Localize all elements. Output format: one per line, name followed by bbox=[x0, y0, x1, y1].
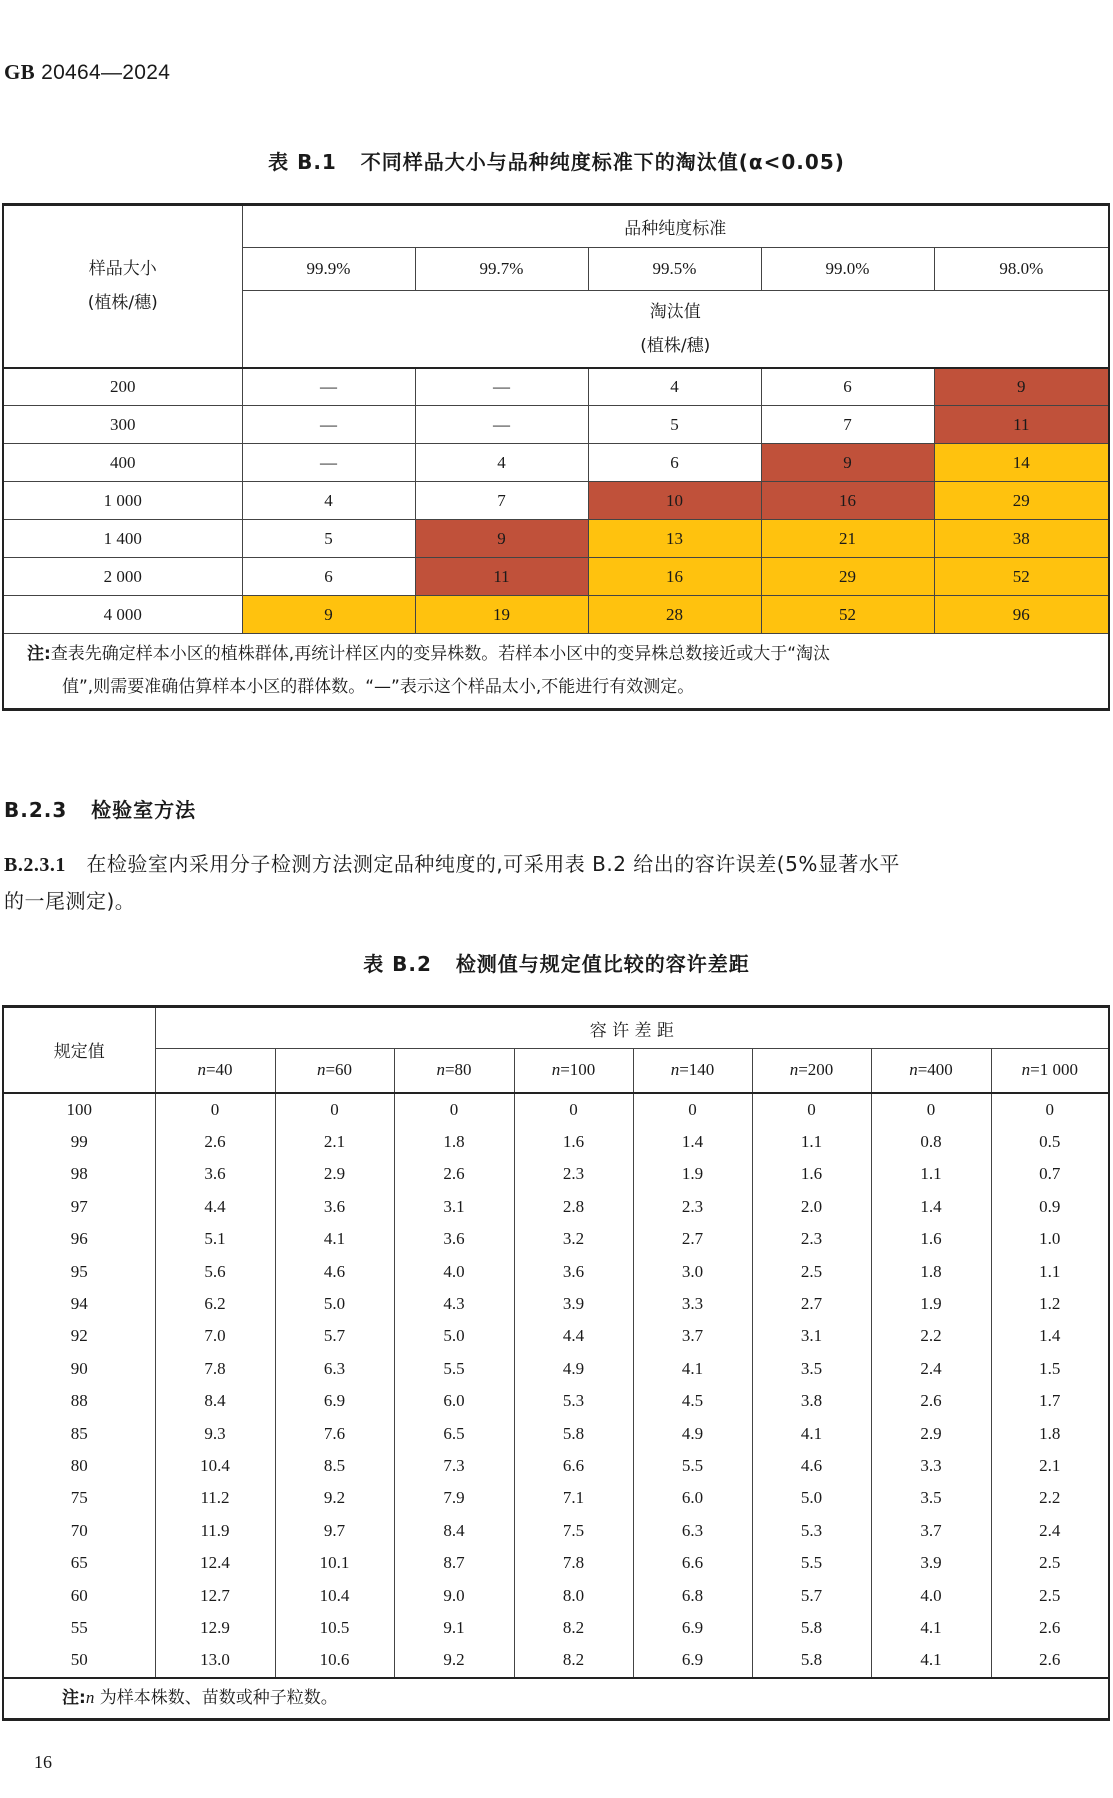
tolerance-value-cell: 3.5 bbox=[871, 1482, 991, 1514]
reject-header-line1: 淘汰值 bbox=[649, 301, 701, 322]
tolerance-header: 容 许 差 距 bbox=[155, 1007, 1109, 1049]
reject-value-cell: 6 bbox=[761, 368, 934, 406]
tolerance-value-cell: 1.4 bbox=[871, 1191, 991, 1223]
tolerance-value-cell: 3.6 bbox=[394, 1223, 514, 1255]
spec-value-cell: 90 bbox=[3, 1353, 155, 1385]
tolerance-value-cell: 12.7 bbox=[155, 1579, 275, 1611]
purity-level: 99.5% bbox=[588, 248, 761, 291]
sample-size-header bbox=[752, 1049, 871, 1093]
tolerance-value-cell: 0 bbox=[275, 1093, 394, 1126]
tolerance-value-cell: 4.1 bbox=[752, 1417, 871, 1449]
note-text: 为样本株数、苗数或种子粒数。 bbox=[94, 1688, 338, 1709]
tolerance-value-cell: 0 bbox=[394, 1093, 514, 1126]
reject-value-cell: 11 bbox=[415, 558, 588, 596]
table-b2-caption bbox=[0, 948, 1113, 977]
reject-value-cell: 28 bbox=[588, 596, 761, 634]
doc-prefix: GB bbox=[4, 60, 35, 84]
reject-value-cell: 6 bbox=[588, 444, 761, 482]
reject-value-cell: 6 bbox=[242, 558, 415, 596]
doc-number: 20464—2024 bbox=[41, 61, 171, 84]
tolerance-value-cell: 3.6 bbox=[155, 1158, 275, 1190]
caption-text: 不同样品大小与品种纯度标准下的淘汰值(α<0.05) bbox=[360, 150, 845, 174]
table-row bbox=[3, 1093, 1109, 1126]
tolerance-value-cell: 3.6 bbox=[275, 1191, 394, 1223]
table-row bbox=[3, 1385, 1109, 1417]
spec-value-cell: 94 bbox=[3, 1288, 155, 1320]
reject-value-cell: 29 bbox=[761, 558, 934, 596]
tolerance-value-cell: 10.4 bbox=[275, 1579, 394, 1611]
tolerance-value-cell: 7.5 bbox=[514, 1515, 633, 1547]
spec-value-cell: 97 bbox=[3, 1191, 155, 1223]
row-header-line2: (植株/穗) bbox=[87, 293, 158, 314]
tolerance-value-cell: 5.0 bbox=[752, 1482, 871, 1514]
spec-value-cell: 65 bbox=[3, 1547, 155, 1579]
tolerance-value-cell: 3.1 bbox=[752, 1320, 871, 1352]
tolerance-value-cell: 1.6 bbox=[514, 1126, 633, 1158]
sample-size-header bbox=[275, 1049, 394, 1093]
reject-value-cell: — bbox=[415, 368, 588, 406]
tolerance-value-cell: 4.0 bbox=[871, 1579, 991, 1611]
tolerance-value-cell: 8.4 bbox=[155, 1385, 275, 1417]
n-value: =200 bbox=[798, 1060, 834, 1080]
tolerance-value-cell: 2.1 bbox=[991, 1450, 1109, 1482]
page-number: 16 bbox=[34, 1752, 52, 1772]
tolerance-value-cell: 2.6 bbox=[991, 1644, 1109, 1677]
reject-value-cell: 11 bbox=[934, 406, 1109, 444]
spec-value-cell: 55 bbox=[3, 1612, 155, 1644]
tolerance-value-cell: 2.4 bbox=[871, 1353, 991, 1385]
tolerance-value-cell: 10.4 bbox=[155, 1450, 275, 1482]
reject-value-cell: 19 bbox=[415, 596, 588, 634]
reject-value-cell: 4 bbox=[415, 444, 588, 482]
tolerance-value-cell: 8.5 bbox=[275, 1450, 394, 1482]
tolerance-value-cell: 8.0 bbox=[514, 1579, 633, 1611]
tolerance-value-cell: 2.5 bbox=[752, 1255, 871, 1287]
purity-level: 99.9% bbox=[242, 248, 415, 291]
tolerance-value-cell: 4.9 bbox=[514, 1353, 633, 1385]
reject-value-cell: 10 bbox=[588, 482, 761, 520]
table-row bbox=[3, 1320, 1109, 1352]
tolerance-value-cell: 2.0 bbox=[752, 1191, 871, 1223]
tolerance-value-cell: 2.6 bbox=[871, 1385, 991, 1417]
reject-value-cell: 38 bbox=[934, 520, 1109, 558]
tolerance-value-cell: 4.3 bbox=[394, 1288, 514, 1320]
tolerance-value-cell: 6.2 bbox=[155, 1288, 275, 1320]
n-symbol: n bbox=[436, 1060, 445, 1080]
tolerance-value-cell: 13.0 bbox=[155, 1644, 275, 1677]
tolerance-value-cell: 2.7 bbox=[633, 1223, 752, 1255]
n-symbol: n bbox=[316, 1060, 326, 1080]
spec-value-cell: 75 bbox=[3, 1482, 155, 1514]
tolerance-value-cell: 1.1 bbox=[752, 1126, 871, 1158]
tolerance-value-cell: 0 bbox=[871, 1093, 991, 1126]
n-value: =80 bbox=[444, 1060, 472, 1080]
tolerance-value-cell: 7.3 bbox=[394, 1450, 514, 1482]
tolerance-value-cell: 2.8 bbox=[514, 1191, 633, 1223]
n-symbol: n bbox=[1021, 1060, 1031, 1080]
tolerance-value-cell: 9.3 bbox=[155, 1417, 275, 1449]
tolerance-value-cell: 9.2 bbox=[394, 1644, 514, 1677]
spec-value-cell: 50 bbox=[3, 1644, 155, 1677]
caption-label: 表 B.1 bbox=[268, 150, 337, 174]
tolerance-value-cell: 7.8 bbox=[514, 1547, 633, 1579]
tolerance-value-cell: 2.5 bbox=[991, 1579, 1109, 1611]
reject-value-cell: 5 bbox=[242, 520, 415, 558]
tolerance-value-cell: 2.6 bbox=[991, 1612, 1109, 1644]
spec-value-cell: 85 bbox=[3, 1417, 155, 1449]
tolerance-value-cell: 1.8 bbox=[394, 1126, 514, 1158]
purity-header: 品种纯度标准 bbox=[242, 205, 1109, 248]
tolerance-value-cell: 5.3 bbox=[514, 1385, 633, 1417]
tolerance-value-cell: 1.8 bbox=[991, 1417, 1109, 1449]
tolerance-value-cell: 5.8 bbox=[752, 1644, 871, 1677]
para-number: B.2.3.1 bbox=[4, 854, 66, 876]
table-row bbox=[3, 558, 1109, 596]
sample-size-cell: 1 000 bbox=[3, 482, 242, 520]
tolerance-value-cell: 2.9 bbox=[275, 1158, 394, 1190]
tolerance-value-cell: 1.5 bbox=[991, 1353, 1109, 1385]
tolerance-value-cell: 4.6 bbox=[275, 1255, 394, 1287]
tolerance-value-cell: 3.3 bbox=[633, 1288, 752, 1320]
reject-value-cell: 9 bbox=[415, 520, 588, 558]
tolerance-value-cell: 0 bbox=[752, 1093, 871, 1126]
tolerance-value-cell: 6.9 bbox=[275, 1385, 394, 1417]
tolerance-value-cell: 0 bbox=[155, 1093, 275, 1126]
tolerance-value-cell: 6.5 bbox=[394, 1417, 514, 1449]
tolerance-value-cell: 4.5 bbox=[633, 1385, 752, 1417]
reject-value-cell: 7 bbox=[761, 406, 934, 444]
sample-size-row bbox=[3, 1049, 1109, 1093]
table-row bbox=[3, 1644, 1109, 1677]
tolerance-value-cell: 12.9 bbox=[155, 1612, 275, 1644]
reject-value-cell: — bbox=[415, 406, 588, 444]
tolerance-value-cell: 3.6 bbox=[514, 1255, 633, 1287]
tolerance-value-cell: 5.1 bbox=[155, 1223, 275, 1255]
reject-header-line2: (植株/穗) bbox=[640, 335, 711, 356]
tolerance-value-cell: 0 bbox=[991, 1093, 1109, 1126]
n-value: =100 bbox=[560, 1060, 596, 1080]
tolerance-value-cell: 5.5 bbox=[752, 1547, 871, 1579]
reject-value-cell: 4 bbox=[588, 368, 761, 406]
tolerance-value-cell: 1.6 bbox=[871, 1223, 991, 1255]
tolerance-value-cell: 5.7 bbox=[275, 1320, 394, 1352]
spec-value-cell: 100 bbox=[3, 1093, 155, 1126]
reject-value-cell: — bbox=[242, 406, 415, 444]
para-line1: 在检验室内采用分子检测方法测定品种纯度的,可采用表 B.2 给出的容许误差(5%显著水平 bbox=[86, 852, 900, 876]
tolerance-value-cell: 11.9 bbox=[155, 1515, 275, 1547]
tolerance-value-cell: 1.8 bbox=[871, 1255, 991, 1287]
table-row bbox=[3, 1612, 1109, 1644]
n-symbol: n bbox=[551, 1060, 561, 1080]
n-value: =40 bbox=[205, 1060, 233, 1080]
tolerance-value-cell: 1.6 bbox=[752, 1158, 871, 1190]
tolerance-value-cell: 6.3 bbox=[275, 1353, 394, 1385]
tolerance-value-cell: 3.7 bbox=[871, 1515, 991, 1547]
reject-value-cell: 16 bbox=[588, 558, 761, 596]
sample-size-header bbox=[394, 1049, 514, 1093]
note-label: 注: bbox=[62, 1688, 86, 1709]
reject-value-cell: 13 bbox=[588, 520, 761, 558]
reject-value-cell: 29 bbox=[934, 482, 1109, 520]
tolerance-value-cell: 2.6 bbox=[155, 1126, 275, 1158]
tolerance-value-cell: 5.3 bbox=[752, 1515, 871, 1547]
reject-value-cell: 5 bbox=[588, 406, 761, 444]
tolerance-value-cell: 2.2 bbox=[871, 1320, 991, 1352]
purity-level: 99.0% bbox=[761, 248, 934, 291]
tolerance-value-cell: 3.2 bbox=[514, 1223, 633, 1255]
tolerance-value-cell: 5.8 bbox=[514, 1417, 633, 1449]
reject-value-cell: — bbox=[242, 368, 415, 406]
spec-value-cell: 70 bbox=[3, 1515, 155, 1547]
tolerance-value-cell: 1.1 bbox=[991, 1255, 1109, 1287]
table-row bbox=[3, 1579, 1109, 1611]
n-symbol: n bbox=[909, 1060, 918, 1080]
tolerance-value-cell: 8.7 bbox=[394, 1547, 514, 1579]
row-header-spec: 规定值 bbox=[3, 1007, 155, 1093]
tolerance-value-cell: 3.1 bbox=[394, 1191, 514, 1223]
table-row bbox=[3, 1450, 1109, 1482]
table-row bbox=[3, 1158, 1109, 1190]
tolerance-value-cell: 6.8 bbox=[633, 1579, 752, 1611]
reject-value-cell: 52 bbox=[761, 596, 934, 634]
sample-size-cell: 200 bbox=[3, 368, 242, 406]
tolerance-value-cell: 5.5 bbox=[394, 1353, 514, 1385]
tolerance-value-cell: 8.2 bbox=[514, 1644, 633, 1677]
tolerance-value-cell: 2.7 bbox=[752, 1288, 871, 1320]
tolerance-value-cell: 9.0 bbox=[394, 1579, 514, 1611]
tolerance-value-cell: 2.3 bbox=[752, 1223, 871, 1255]
tolerance-value-cell: 2.3 bbox=[633, 1191, 752, 1223]
table-row bbox=[3, 596, 1109, 634]
table-b1 bbox=[2, 203, 1110, 711]
tolerance-value-cell: 0.5 bbox=[991, 1126, 1109, 1158]
tolerance-value-cell: 2.6 bbox=[394, 1158, 514, 1190]
reject-value-cell: 4 bbox=[242, 482, 415, 520]
reject-value-cell: 16 bbox=[761, 482, 934, 520]
tolerance-value-cell: 6.6 bbox=[514, 1450, 633, 1482]
tolerance-value-cell: 0.8 bbox=[871, 1126, 991, 1158]
tolerance-value-cell: 4.1 bbox=[633, 1353, 752, 1385]
tolerance-value-cell: 1.7 bbox=[991, 1385, 1109, 1417]
tolerance-value-cell: 1.4 bbox=[991, 1320, 1109, 1352]
tolerance-value-cell: 2.9 bbox=[871, 1417, 991, 1449]
purity-level: 98.0% bbox=[934, 248, 1109, 291]
tolerance-value-cell: 6.6 bbox=[633, 1547, 752, 1579]
sample-size-header bbox=[155, 1049, 275, 1093]
table-row bbox=[3, 1482, 1109, 1514]
n-value: =60 bbox=[325, 1060, 353, 1080]
tolerance-value-cell: 10.6 bbox=[275, 1644, 394, 1677]
spec-value-cell: 92 bbox=[3, 1320, 155, 1352]
note-label: 注: bbox=[27, 644, 51, 664]
sample-size-cell: 1 400 bbox=[3, 520, 242, 558]
sample-size-cell: 400 bbox=[3, 444, 242, 482]
tolerance-value-cell: 8.4 bbox=[394, 1515, 514, 1547]
tolerance-value-cell: 5.5 bbox=[633, 1450, 752, 1482]
table-row bbox=[3, 1417, 1109, 1449]
tolerance-value-cell: 9.2 bbox=[275, 1482, 394, 1514]
table-row bbox=[3, 1191, 1109, 1223]
row-header-line1: 样品大小 bbox=[88, 259, 157, 280]
caption-text: 检测值与规定值比较的容许差距 bbox=[455, 952, 750, 976]
tolerance-value-cell: 3.3 bbox=[871, 1450, 991, 1482]
table-b1-caption bbox=[0, 146, 1113, 175]
tolerance-value-cell: 10.1 bbox=[275, 1547, 394, 1579]
tolerance-value-cell: 4.1 bbox=[275, 1223, 394, 1255]
reject-value-cell: 14 bbox=[934, 444, 1109, 482]
n-value: =400 bbox=[917, 1060, 953, 1080]
row-header-sample-size bbox=[3, 205, 242, 368]
spec-value-cell: 60 bbox=[3, 1579, 155, 1611]
reject-value-cell: 9 bbox=[934, 368, 1109, 406]
tolerance-value-cell: 9.1 bbox=[394, 1612, 514, 1644]
section-heading bbox=[4, 794, 196, 823]
table-row bbox=[3, 520, 1109, 558]
tolerance-value-cell: 0.7 bbox=[991, 1158, 1109, 1190]
spec-value-cell: 98 bbox=[3, 1158, 155, 1190]
sample-size-header bbox=[514, 1049, 633, 1093]
tolerance-value-cell: 2.3 bbox=[514, 1158, 633, 1190]
table-row bbox=[3, 406, 1109, 444]
tolerance-value-cell: 3.8 bbox=[752, 1385, 871, 1417]
tolerance-value-cell: 6.9 bbox=[633, 1644, 752, 1677]
spec-value-cell: 99 bbox=[3, 1126, 155, 1158]
tolerance-value-cell: 1.9 bbox=[633, 1158, 752, 1190]
tolerance-value-cell: 3.5 bbox=[752, 1353, 871, 1385]
tolerance-value-cell: 7.6 bbox=[275, 1417, 394, 1449]
caption-label: 表 B.2 bbox=[363, 952, 432, 976]
tolerance-value-cell: 1.0 bbox=[991, 1223, 1109, 1255]
reject-value-cell: 7 bbox=[415, 482, 588, 520]
table-row bbox=[3, 1353, 1109, 1385]
tolerance-value-cell: 5.0 bbox=[394, 1320, 514, 1352]
tolerance-value-cell: 2.2 bbox=[991, 1482, 1109, 1514]
tolerance-value-cell: 4.4 bbox=[155, 1191, 275, 1223]
tolerance-value-cell: 2.1 bbox=[275, 1126, 394, 1158]
reject-value-cell: 96 bbox=[934, 596, 1109, 634]
tolerance-value-cell: 12.4 bbox=[155, 1547, 275, 1579]
tolerance-value-cell: 7.0 bbox=[155, 1320, 275, 1352]
reject-value-cell: 52 bbox=[934, 558, 1109, 596]
tolerance-value-cell: 2.5 bbox=[991, 1547, 1109, 1579]
tolerance-value-cell: 10.5 bbox=[275, 1612, 394, 1644]
spec-value-cell: 95 bbox=[3, 1255, 155, 1287]
table-row bbox=[3, 1288, 1109, 1320]
tolerance-value-cell: 0.9 bbox=[991, 1191, 1109, 1223]
para-line2: 的一尾测定)。 bbox=[4, 889, 136, 913]
section-title: 检验室方法 bbox=[91, 798, 197, 822]
tolerance-value-cell: 5.6 bbox=[155, 1255, 275, 1287]
tolerance-value-cell: 2.4 bbox=[991, 1515, 1109, 1547]
table-row bbox=[3, 1547, 1109, 1579]
tolerance-value-cell: 6.3 bbox=[633, 1515, 752, 1547]
purity-level: 99.7% bbox=[415, 248, 588, 291]
tolerance-value-cell: 4.9 bbox=[633, 1417, 752, 1449]
tolerance-value-cell: 4.0 bbox=[394, 1255, 514, 1287]
table-b2-note bbox=[3, 1678, 1109, 1720]
table-row bbox=[3, 444, 1109, 482]
tolerance-value-cell: 8.2 bbox=[514, 1612, 633, 1644]
sample-size-cell: 300 bbox=[3, 406, 242, 444]
sample-size-cell: 2 000 bbox=[3, 558, 242, 596]
tolerance-value-cell: 4.4 bbox=[514, 1320, 633, 1352]
table-row bbox=[3, 1515, 1109, 1547]
tolerance-value-cell: 4.6 bbox=[752, 1450, 871, 1482]
reject-value-cell: 21 bbox=[761, 520, 934, 558]
tolerance-value-cell: 5.0 bbox=[275, 1288, 394, 1320]
n-symbol: n bbox=[670, 1060, 680, 1080]
note-n: n bbox=[85, 1688, 95, 1708]
tolerance-value-cell: 1.1 bbox=[871, 1158, 991, 1190]
sample-size-header bbox=[991, 1049, 1109, 1093]
spec-value-cell: 96 bbox=[3, 1223, 155, 1255]
table-b2 bbox=[2, 1005, 1110, 1721]
tolerance-value-cell: 7.9 bbox=[394, 1482, 514, 1514]
tolerance-value-cell: 1.2 bbox=[991, 1288, 1109, 1320]
tolerance-value-cell: 0 bbox=[514, 1093, 633, 1126]
section-number: B.2.3 bbox=[4, 798, 68, 822]
n-symbol: n bbox=[789, 1060, 799, 1080]
table-row bbox=[3, 368, 1109, 406]
tolerance-value-cell: 7.8 bbox=[155, 1353, 275, 1385]
n-value: =1 000 bbox=[1030, 1060, 1078, 1080]
table-row bbox=[3, 482, 1109, 520]
tolerance-value-cell: 3.7 bbox=[633, 1320, 752, 1352]
sample-size-header bbox=[633, 1049, 752, 1093]
note-line2: 值”,则需要准确估算样本小区的群体数。“—”表示这个样品太小,不能进行有效测定。 bbox=[62, 677, 695, 697]
sample-size-cell: 4 000 bbox=[3, 596, 242, 634]
note-line1: 查表先确定样本小区的植株群体,再统计样区内的变异株数。若样本小区中的变异株总数接近或大于“淘汰 bbox=[50, 644, 831, 664]
tolerance-value-cell: 6.9 bbox=[633, 1612, 752, 1644]
tolerance-value-cell: 7.1 bbox=[514, 1482, 633, 1514]
reject-header bbox=[242, 291, 1109, 368]
table-b1-note bbox=[3, 634, 1109, 710]
document-id bbox=[4, 60, 170, 85]
tolerance-value-cell: 5.8 bbox=[752, 1612, 871, 1644]
n-value: =140 bbox=[679, 1060, 715, 1080]
tolerance-value-cell: 3.9 bbox=[514, 1288, 633, 1320]
n-symbol: n bbox=[197, 1060, 206, 1080]
tolerance-value-cell: 1.9 bbox=[871, 1288, 991, 1320]
reject-value-cell: 9 bbox=[761, 444, 934, 482]
reject-value-cell: 9 bbox=[242, 596, 415, 634]
tolerance-value-cell: 6.0 bbox=[394, 1385, 514, 1417]
spec-value-cell: 88 bbox=[3, 1385, 155, 1417]
section-paragraph bbox=[4, 846, 1110, 919]
tolerance-value-cell: 11.2 bbox=[155, 1482, 275, 1514]
tolerance-value-cell: 4.1 bbox=[871, 1612, 991, 1644]
tolerance-value-cell: 6.0 bbox=[633, 1482, 752, 1514]
tolerance-value-cell: 3.9 bbox=[871, 1547, 991, 1579]
sample-size-header bbox=[871, 1049, 991, 1093]
tolerance-value-cell: 1.4 bbox=[633, 1126, 752, 1158]
tolerance-value-cell: 0 bbox=[633, 1093, 752, 1126]
table-row bbox=[3, 1255, 1109, 1287]
reject-value-cell: — bbox=[242, 444, 415, 482]
tolerance-value-cell: 9.7 bbox=[275, 1515, 394, 1547]
tolerance-value-cell: 4.1 bbox=[871, 1644, 991, 1677]
table-row bbox=[3, 1223, 1109, 1255]
tolerance-value-cell: 3.0 bbox=[633, 1255, 752, 1287]
spec-value-cell: 80 bbox=[3, 1450, 155, 1482]
tolerance-value-cell: 5.7 bbox=[752, 1579, 871, 1611]
table-row bbox=[3, 1126, 1109, 1158]
